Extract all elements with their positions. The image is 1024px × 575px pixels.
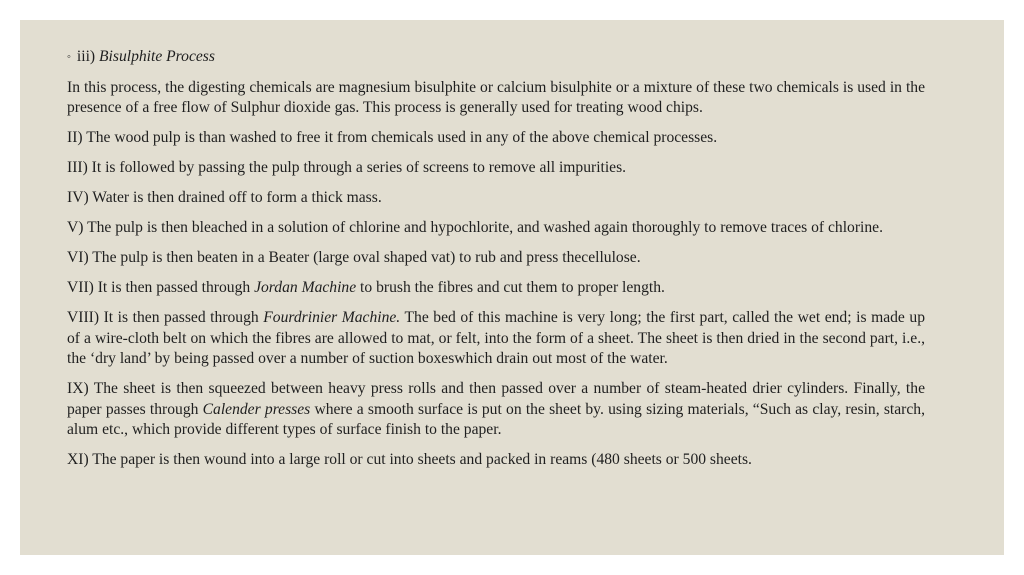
bullet-icon: ◦ (67, 51, 71, 63)
paragraph-step-6: VI) The pulp is then beaten in a Beater (large oval shaped vat) to rub and press thecellulose. (67, 249, 641, 266)
paragraph-intro: In this process, the digesting chemicals are magnesium bisulphite or calcium bisulphite or a mixture of these two chemicals is used in the presence of a free flow of Sulphur dioxide gas. This process is generally used for treating wood chips. (67, 78, 925, 116)
slide-content (67, 47, 925, 480)
slide (20, 20, 1004, 555)
paragraph-step-11: XI) The paper is then wound into a large roll or cut into sheets and packed in reams (480 sheets or 500 sheets. (67, 451, 752, 468)
paragraph-step-8 (67, 308, 925, 370)
step-9-text-end: where a smooth surface is put on the sheet by. using sizing materials, “Such as clay, resin, starch, alum etc., which provide different types of surface finish to the paper. (67, 400, 925, 438)
heading-title: Bisulphite Process (99, 48, 215, 65)
step-7-text-start: VII) It is then passed through (67, 279, 255, 296)
section-heading (67, 47, 925, 69)
paragraph-step-2: II) The wood pulp is than washed to free it from chemicals used in any of the above chemical processes. (67, 129, 718, 146)
fourdrinier-machine-term: Fourdrinier Machine. (263, 309, 401, 326)
step-7-text-end: to brush the fibres and cut them to proper length. (356, 279, 665, 296)
paragraph-step-5: V) The pulp is then bleached in a solution of chlorine and hypochlorite, and washed again thoroughly to remove traces of chlorine. (67, 219, 883, 236)
jordan-machine-term: Jordan Machine (254, 279, 357, 296)
step-8-text-end: The bed of this machine is very long; the first part, called the wet end; is made up of a wire-cloth belt on which the fibres are allowed to mat, or felt, into the form of a sheet. The sheet is then dried in the second part, i.e., the ‘dry land’ by being passed over a number of suction boxeswhich drain out most of the water. (67, 309, 926, 367)
heading-number: iii) (76, 48, 96, 65)
paragraph-step-3: III) It is followed by passing the pulp through a series of screens to remove all impurities. (67, 159, 627, 176)
step-8-text-start: VIII) It is then passed through (67, 309, 264, 326)
paragraph-step-4: IV) Water is then drained off to form a thick mass. (67, 189, 382, 206)
paragraph-step-7 (67, 278, 925, 299)
step-9-text-start: IX) The sheet is then squeezed between heavy press rolls and then passed over a number of steam-heated drier cylinders. Finally, the paper passes through (67, 380, 925, 418)
calender-presses-term: Calender presses (202, 400, 311, 418)
paragraph-step-9 (67, 379, 925, 441)
